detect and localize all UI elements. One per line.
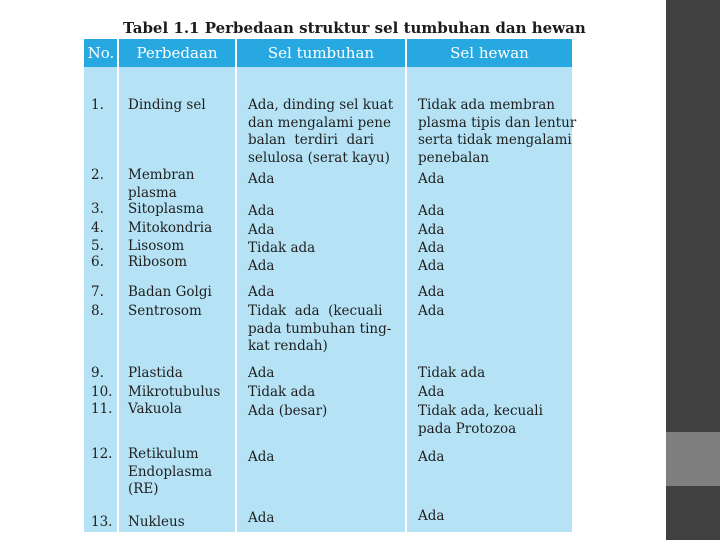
row-number-cell: 2. <box>91 167 104 183</box>
plant-cell-value: Ada <box>248 365 275 381</box>
difference-cell: Mikrotubulus <box>128 384 221 400</box>
difference-cell: Mitokondria <box>128 220 213 236</box>
difference-cell: Sitoplasma <box>128 201 204 217</box>
row-number-cell: 7. <box>91 284 104 300</box>
header-animal-cell: Sel hewan <box>450 44 529 62</box>
difference-cell: Retikulum Endoplasma (RE) <box>128 446 213 497</box>
header-no: No. <box>87 44 115 62</box>
animal-cell-value: Ada <box>418 222 445 238</box>
header-plant-cell: Sel tumbuhan <box>267 44 375 62</box>
plant-cell-value: Ada <box>248 258 275 274</box>
animal-cell-value: Ada <box>418 449 445 465</box>
row-number-cell: 12. <box>91 446 113 462</box>
header-difference: Perbedaan <box>136 44 218 62</box>
difference-cell: Ribosom <box>128 254 188 270</box>
row-number-cell: 8. <box>91 303 104 319</box>
animal-cell-value: Ada <box>418 203 445 219</box>
plant-cell-value: Tidak ada <box>248 240 316 256</box>
animal-cell-value: Tidak ada <box>418 365 486 381</box>
row-number-cell: 11. <box>91 401 113 417</box>
animal-cell-value: Ada <box>418 240 445 256</box>
animal-cell-value: Ada <box>418 171 445 187</box>
plant-cell-value: Ada, dinding sel kuat dan mengalami pene balan terdiri dari selulosa (serat kayu) <box>248 97 394 166</box>
difference-cell: Membran plasma <box>128 167 195 201</box>
row-number-cell: 3. <box>91 201 104 217</box>
column-divider <box>235 39 237 532</box>
row-number-cell: 5. <box>91 238 104 254</box>
plant-cell-value: Ada (besar) <box>248 403 328 419</box>
plant-cell-value: Ada <box>248 449 275 465</box>
table-header-row <box>84 39 572 67</box>
table-figure <box>83 18 586 532</box>
plant-cell-value: Ada <box>248 222 275 238</box>
animal-cell-value: Tidak ada, kecuali pada Protozoa <box>418 403 543 437</box>
row-number-cell: 4. <box>91 220 104 236</box>
right-panel-accent <box>666 432 720 486</box>
animal-cell-value: Tidak ada membran plasma tipis dan lentur serta tidak mengalami penebalan <box>418 97 577 166</box>
plant-cell-value: Ada <box>248 203 275 219</box>
row-number-cell: 9. <box>91 365 104 381</box>
animal-cell-value: Ada <box>418 384 445 400</box>
animal-cell-value: Ada <box>418 284 445 300</box>
difference-cell: Lisosom <box>128 238 185 254</box>
row-number-cell: 6. <box>91 254 104 270</box>
column-divider <box>117 39 119 532</box>
plant-cell-value: Ada <box>248 171 275 187</box>
difference-cell: Dinding sel <box>128 97 206 113</box>
plant-cell-value: Ada <box>248 510 275 526</box>
plant-cell-value: Ada <box>248 284 275 300</box>
plant-cell-value: Tidak ada <box>248 384 316 400</box>
difference-cell: Sentrosom <box>128 303 202 319</box>
row-number-cell: 1. <box>91 97 104 113</box>
plant-cell-value: Tidak ada (kecuali pada tumbuhan ting- kat rendah) <box>248 303 392 354</box>
animal-cell-value: Ada <box>418 303 445 319</box>
row-number-cell: 10. <box>91 384 113 400</box>
comparison-table <box>83 39 577 532</box>
animal-cell-value: Ada <box>418 258 445 274</box>
difference-cell: Badan Golgi <box>128 284 212 300</box>
column-divider <box>405 39 407 532</box>
difference-cell: Vakuola <box>128 401 182 417</box>
row-number-cell: 13. <box>91 514 113 530</box>
animal-cell-value: Ada <box>418 508 445 524</box>
difference-cell: Plastida <box>128 365 183 381</box>
difference-cell: Nukleus <box>128 514 185 530</box>
table-caption: Tabel 1.1 Perbedaan struktur sel tumbuhan dan hewan <box>123 19 586 37</box>
